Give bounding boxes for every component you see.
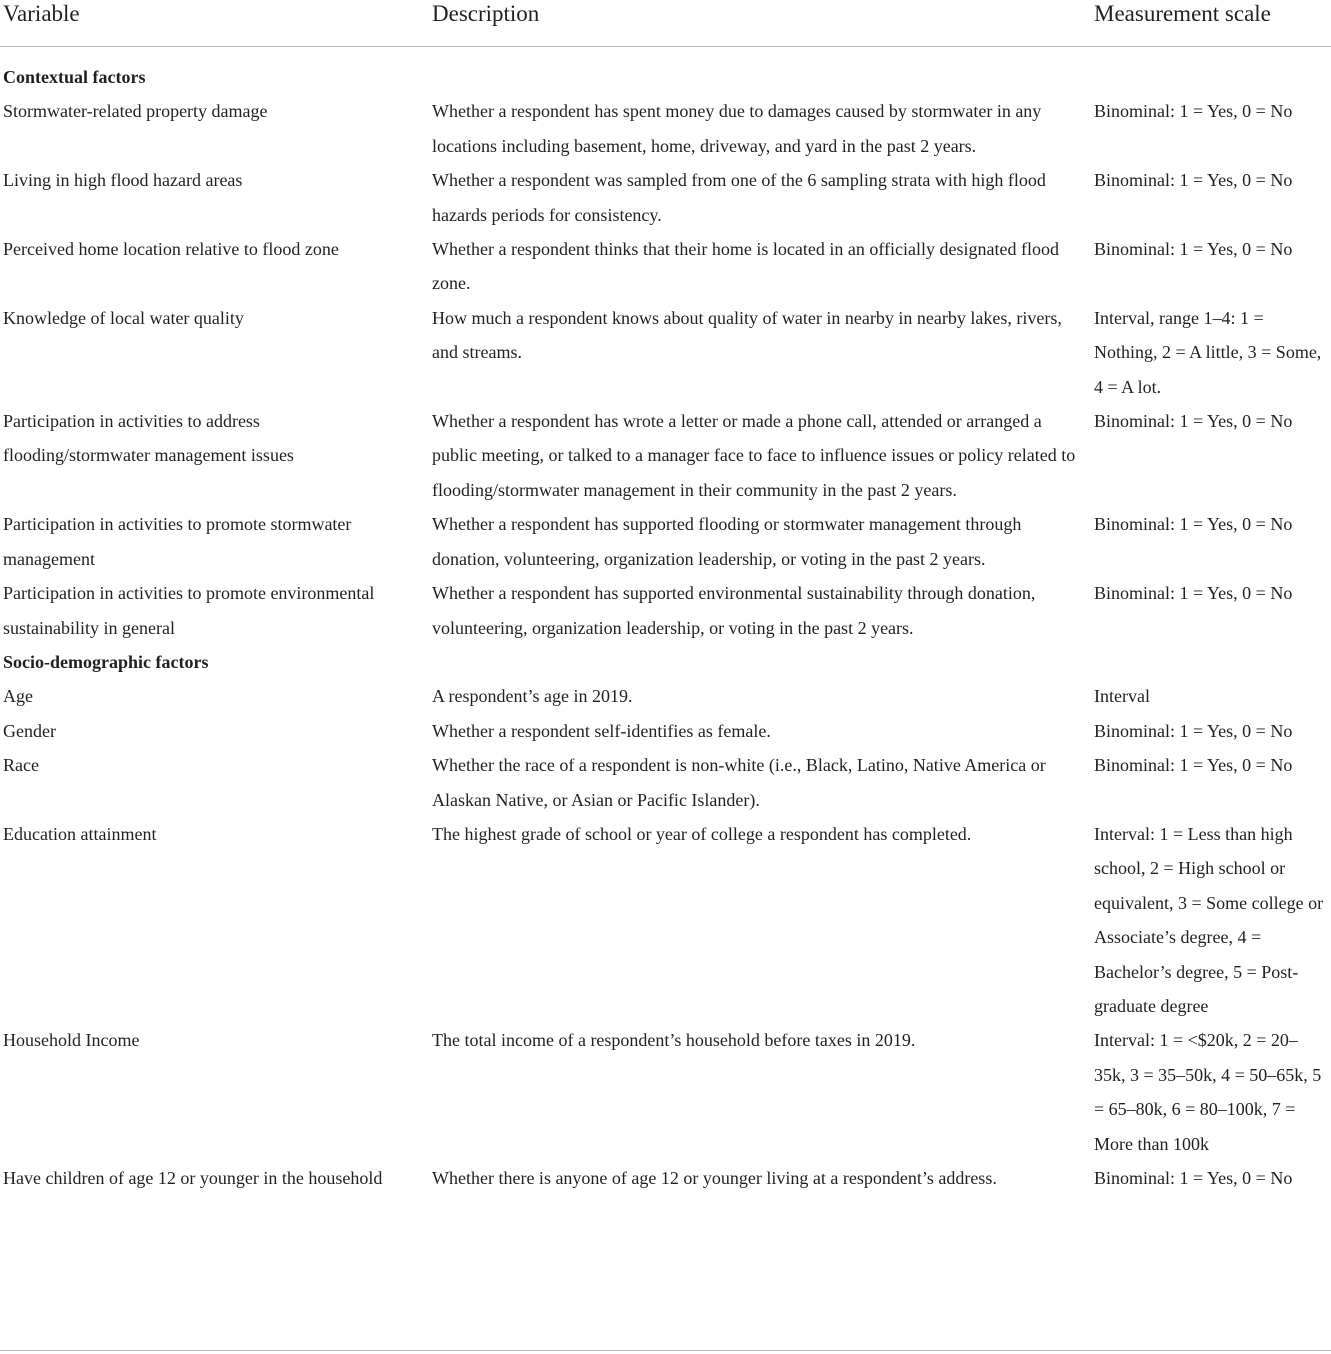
cell-variable: Household Income [3,1030,140,1051]
table-row [0,232,1331,301]
table-row [0,679,1331,713]
table-row [0,817,1331,1023]
cell-variable: Have children of age 12 or younger in the household [3,1168,383,1188]
cell-measurement: Interval, range 1–4: 1 = Nothing, 2 = A little, 3 = Some, 4 = A lot. [1094,307,1322,397]
cell-description: A respondent’s age in 2019. [432,686,633,707]
section-title-sociodemographic: Socio-demographic factors [3,651,209,672]
cell-variable: Participation in activities to promote stormwater management [3,514,352,569]
cell-variable: Participation in activities to address flooding/stormwater management issues [3,411,294,466]
table-row [0,94,1331,163]
table-row [0,748,1331,817]
cell-measurement: Interval: 1 = <$20k, 2 = 20–35k, 3 = 35–50k, 4 = 50–65k, 5 = 65–80k, 6 = 80–100k, 7 = More than 100k [1094,1030,1322,1154]
cell-description: Whether a respondent has wrote a letter or made a phone call, attended or arranged a public meeting, or talked to a manager face to face to influence issues or policy related to flooding/stormwater management in their community in the past 2 years. [432,411,1076,500]
cell-description: Whether a respondent thinks that their home is located in an officially designated flood zone. [432,239,1059,294]
cell-measurement: Interval [1094,686,1150,707]
section-row-contextual [0,47,1331,95]
table-body [0,47,1331,1211]
cell-measurement: Binominal: 1 = Yes, 0 = No [1094,514,1293,535]
section-title-contextual: Contextual factors [3,67,146,87]
cell-description: The highest grade of school or year of college a respondent has completed. [432,823,972,844]
cell-measurement: Binominal: 1 = Yes, 0 = No [1094,101,1293,122]
cell-description: Whether a respondent has spent money due to damages caused by stormwater in any locations including basement, home, driveway, and yard in the past 2 years. [432,101,1042,156]
cell-variable: Gender [3,720,56,741]
cell-description: The total income of a respondent’s household before taxes in 2019. [432,1030,916,1051]
cell-description: Whether there is anyone of age 12 or younger living at a respondent’s address. [432,1168,997,1188]
cell-measurement: Interval: 1 = Less than high school, 2 = High school or equivalent, 3 = Some college or Associate’s degree, 4 = Bachelor’s degree, 5 = Post-graduate degree [1094,823,1324,1016]
cell-measurement: Binominal: 1 = Yes, 0 = No [1094,239,1293,260]
table-row [0,714,1331,748]
cell-variable: Perceived home location relative to flood zone [3,239,339,260]
cell-measurement: Binominal: 1 = Yes, 0 = No [1094,583,1293,604]
table-row [0,576,1331,645]
cell-description: How much a respondent knows about quality of water in nearby in nearby lakes, rivers, and streams. [432,307,1062,363]
cell-variable: Participation in activities to promote environmental sustainability in general [3,583,375,638]
cell-variable: Age [3,686,33,707]
cell-measurement: Binominal: 1 = Yes, 0 = No [1094,411,1293,432]
table-header [0,0,1331,47]
header-measurement-scale: Measurement scale [1094,0,1331,47]
cell-variable: Knowledge of local water quality [3,307,244,328]
cell-description: Whether a respondent has supported flooding or stormwater management through donation, volunteering, organization leadership, or voting in the past 2 years. [432,514,1022,569]
cell-measurement: Binominal: 1 = Yes, 0 = No [1094,1168,1293,1188]
cell-variable: Education attainment [3,823,157,844]
cell-description: Whether the race of a respondent is non-white (i.e., Black, Latino, Native America or Alaskan Native, or Asian or Pacific Islander). [432,755,1046,810]
cell-description: Whether a respondent has supported environmental sustainability through donation, volunteering, organization leadership, or voting in the past 2 years. [432,583,1036,638]
cell-description: Whether a respondent was sampled from one of the 6 sampling strata with high flood hazards periods for consistency. [432,170,1046,225]
cell-variable: Stormwater-related property damage [3,101,268,122]
table-row [0,163,1331,232]
table-row [0,1161,1331,1210]
table-bottom-rule [0,1350,1331,1351]
table-row [0,507,1331,576]
header-variable: Variable [0,0,432,47]
cell-measurement: Binominal: 1 = Yes, 0 = No [1094,720,1293,741]
table-row [0,1023,1331,1161]
cell-description: Whether a respondent self-identifies as female. [432,720,771,741]
header-row [0,0,1331,47]
cell-variable: Race [3,755,39,776]
header-description: Description [432,0,1094,47]
table-row [0,301,1331,404]
table-row [0,404,1331,507]
cell-measurement: Binominal: 1 = Yes, 0 = No [1094,755,1293,776]
cell-measurement: Binominal: 1 = Yes, 0 = No [1094,170,1293,191]
section-row-sociodemographic [0,645,1331,679]
cell-variable: Living in high flood hazard areas [3,170,243,191]
